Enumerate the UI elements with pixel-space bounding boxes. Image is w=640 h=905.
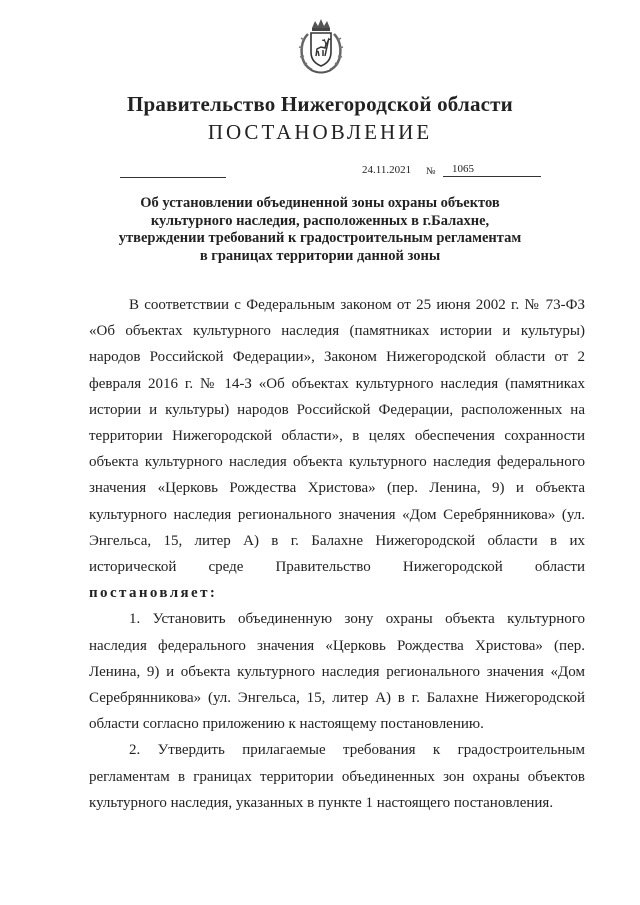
item-2-paragraph: 2. Утвердить прилагаемые требования к градостроительным регламентам в границах территории объединенных зон охраны объектов культурного наследия, указанных в пункте 1 настоящего постановления. [89,742,585,811]
subject-line: в границах территории данной зоны [199,247,441,264]
item-1-paragraph: 1. Установить объединенную зону охраны объекта культурного наследия федерального значения «Церковь Рождества Христова» (пер. Ленина, 9) и объекта культурного наследия регионального значения «Дом Серебрянникова» (ул. Энгельса, 15, литер А) в г. Балахне Нижегородской области согласно приложению к настоящему постановлению. [89,611,585,733]
document-date: 24.11.2021 [362,164,412,176]
subject-line: культурного наследия, расположенных в г.Балахне, [150,212,490,229]
document-type-title: ПОСТАНОВЛЕНИЕ [207,120,433,144]
subject-line: утверждении требований к градостроительным регламентам [118,230,522,246]
document-subject [100,195,540,265]
subject-line: Об установлении объединенной зоны охраны объектов [140,195,500,211]
document-number-field [443,163,541,177]
blank-date-line [120,165,226,178]
number-label: № [426,166,436,177]
document-body [89,292,585,816]
government-title: Правительство Нижегородской области [127,92,513,116]
decree-word: постановляет: [89,585,218,602]
preamble-paragraph [89,292,585,606]
preamble-text: В соответствии с Федеральным законом от 25 июня 2002 г. № 73-ФЗ «Об объектах культурного наследия (памятниках истории и культуры) народов Российской Федерации», Законом Нижегородской области от 2 февраля 2016 г. № 14-З «Об объектах культурного наследия (памятниках истории и культуры) народов Российской Федерации, расположенных на территории Нижегородской области», в целях обеспечения сохранности объекта культурного наследия объекта культурного наследия федерального значения «Церковь Рождества Христова» (пер. Ленина, 9) и объекта культурного наследия регионального значения «Дом Серебрянникова» (ул. Энгельса, 15, литер А) в г. Балахне Нижегородской области в их исторической среде Правительство Нижегородской области [89,297,585,576]
coat-of-arms-emblem [298,18,344,76]
document-number: 1065 [452,163,474,175]
